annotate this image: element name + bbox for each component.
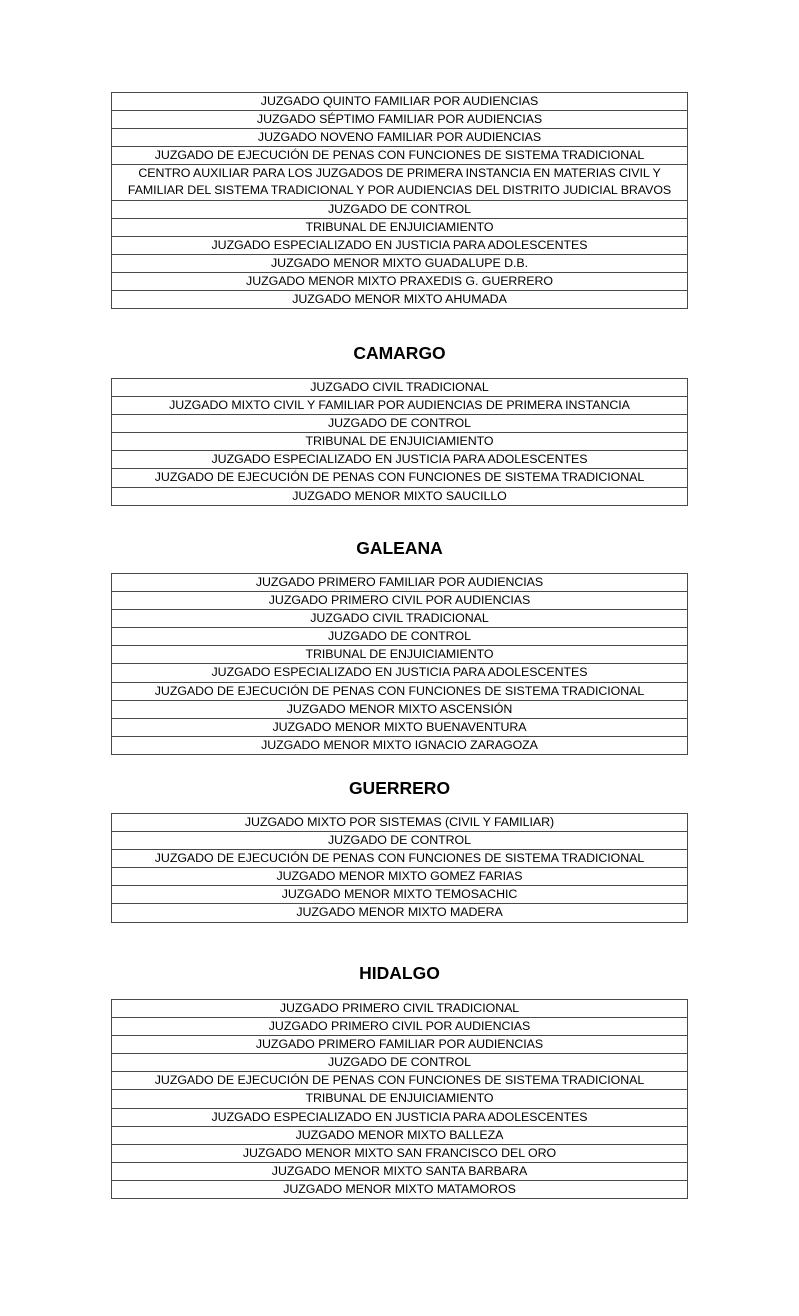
table-row <box>112 736 688 754</box>
section-heading-guerrero: GUERRERO <box>348 778 451 798</box>
court-name: JUZGADO DE EJECUCIÓN DE PENAS CON FUNCIONES DE SISTEMA TRADICIONAL <box>112 469 688 487</box>
court-name: JUZGADO ESPECIALIZADO EN JUSTICIA PARA ADOLESCENTES <box>112 664 688 682</box>
court-name: JUZGADO MENOR MIXTO TEMOSACHIC <box>112 886 688 904</box>
table-row <box>112 718 688 736</box>
table-row <box>112 218 688 236</box>
court-name: JUZGADO DE CONTROL <box>112 1054 688 1072</box>
table-row <box>112 886 688 904</box>
table-row <box>112 236 688 254</box>
table-row <box>112 814 688 832</box>
table-row <box>112 93 688 111</box>
table-row <box>112 165 688 200</box>
court-name: JUZGADO DE CONTROL <box>112 415 688 433</box>
court-name: JUZGADO PRIMERO FAMILIAR POR AUDIENCIAS <box>112 574 688 592</box>
court-name: JUZGADO DE CONTROL <box>112 832 688 850</box>
court-name: JUZGADO PRIMERO CIVIL TRADICIONAL <box>112 1000 688 1018</box>
table-row <box>112 610 688 628</box>
court-table-hidalgo <box>111 999 688 1199</box>
section-heading-galeana: GALEANA <box>356 538 443 558</box>
court-list <box>111 92 688 309</box>
table-row <box>112 574 688 592</box>
court-name: JUZGADO MENOR MIXTO BUENAVENTURA <box>112 718 688 736</box>
court-name: JUZGADO MIXTO CIVIL Y FAMILIAR POR AUDIENCIAS DE PRIMERA INSTANCIA <box>112 397 688 415</box>
table-row <box>112 1126 688 1144</box>
table-row <box>112 1054 688 1072</box>
table-row <box>112 1162 688 1180</box>
section-heading-camargo: CAMARGO <box>353 343 446 363</box>
court-name: JUZGADO SÉPTIMO FAMILIAR POR AUDIENCIAS <box>112 111 688 129</box>
table-row <box>112 200 688 218</box>
court-name: JUZGADO PRIMERO FAMILIAR POR AUDIENCIAS <box>112 1036 688 1054</box>
table-row <box>112 1108 688 1126</box>
table-row <box>112 111 688 129</box>
table-row <box>112 1090 688 1108</box>
court-name: JUZGADO QUINTO FAMILIAR POR AUDIENCIAS <box>112 93 688 111</box>
court-name: TRIBUNAL DE ENJUICIAMIENTO <box>112 433 688 451</box>
court-name: CENTRO AUXILIAR PARA LOS JUZGADOS DE PRIMERA INSTANCIA EN MATERIAS CIVIL Y FAMILIAR DEL SISTEMA TRADICIONAL Y POR AUDIENCIAS DEL DISTRITO JUDICIAL BRAVOS <box>112 165 688 200</box>
court-name: JUZGADO MENOR MIXTO PRAXEDIS G. GUERRERO <box>112 272 688 290</box>
court-name: JUZGADO DE EJECUCIÓN DE PENAS CON FUNCIONES DE SISTEMA TRADICIONAL <box>112 850 688 868</box>
court-name: JUZGADO MENOR MIXTO BALLEZA <box>112 1126 688 1144</box>
table-row <box>112 592 688 610</box>
court-name: JUZGADO ESPECIALIZADO EN JUSTICIA PARA ADOLESCENTES <box>112 451 688 469</box>
table-row <box>112 272 688 290</box>
table-row <box>112 1036 688 1054</box>
court-name: JUZGADO MENOR MIXTO MATAMOROS <box>112 1180 688 1198</box>
court-table-bravos-continued <box>111 92 688 309</box>
table-row <box>112 682 688 700</box>
court-list <box>111 999 688 1199</box>
court-list <box>111 813 688 923</box>
court-name: JUZGADO MIXTO POR SISTEMAS (CIVIL Y FAMILIAR) <box>112 814 688 832</box>
court-name: JUZGADO DE CONTROL <box>112 200 688 218</box>
table-row <box>112 664 688 682</box>
table-row <box>112 1000 688 1018</box>
table-row <box>112 1180 688 1198</box>
table-row <box>112 1144 688 1162</box>
court-name: JUZGADO MENOR MIXTO SANTA BARBARA <box>112 1162 688 1180</box>
table-row <box>112 415 688 433</box>
court-name: TRIBUNAL DE ENJUICIAMIENTO <box>112 1090 688 1108</box>
court-name: JUZGADO MENOR MIXTO GUADALUPE D.B. <box>112 254 688 272</box>
court-name: JUZGADO MENOR MIXTO AHUMADA <box>112 291 688 309</box>
court-name: JUZGADO ESPECIALIZADO EN JUSTICIA PARA ADOLESCENTES <box>112 1108 688 1126</box>
section-heading-hidalgo: HIDALGO <box>359 963 440 983</box>
court-name: JUZGADO PRIMERO CIVIL POR AUDIENCIAS <box>112 592 688 610</box>
court-name: JUZGADO MENOR MIXTO IGNACIO ZARAGOZA <box>112 736 688 754</box>
table-row <box>112 832 688 850</box>
table-row <box>112 628 688 646</box>
court-name: JUZGADO MENOR MIXTO GOMEZ FARIAS <box>112 868 688 886</box>
table-row <box>112 850 688 868</box>
table-row <box>112 451 688 469</box>
court-list <box>111 378 688 506</box>
table-row <box>112 397 688 415</box>
court-name: JUZGADO ESPECIALIZADO EN JUSTICIA PARA ADOLESCENTES <box>112 236 688 254</box>
court-name: JUZGADO MENOR MIXTO SAN FRANCISCO DEL ORO <box>112 1144 688 1162</box>
table-row <box>112 646 688 664</box>
court-name: JUZGADO DE EJECUCIÓN DE PENAS CON FUNCIONES DE SISTEMA TRADICIONAL <box>112 147 688 165</box>
court-name: TRIBUNAL DE ENJUICIAMIENTO <box>112 646 688 664</box>
court-name: JUZGADO PRIMERO CIVIL POR AUDIENCIAS <box>112 1018 688 1036</box>
court-table-camargo <box>111 378 688 506</box>
table-row <box>112 487 688 505</box>
court-name: JUZGADO DE EJECUCIÓN DE PENAS CON FUNCIONES DE SISTEMA TRADICIONAL <box>112 682 688 700</box>
table-row <box>112 904 688 922</box>
court-name: JUZGADO MENOR MIXTO MADERA <box>112 904 688 922</box>
table-row <box>112 254 688 272</box>
court-name: JUZGADO DE EJECUCIÓN DE PENAS CON FUNCIONES DE SISTEMA TRADICIONAL <box>112 1072 688 1090</box>
table-row <box>112 129 688 147</box>
court-name: JUZGADO MENOR MIXTO SAUCILLO <box>112 487 688 505</box>
court-name: TRIBUNAL DE ENJUICIAMIENTO <box>112 218 688 236</box>
table-row <box>112 1018 688 1036</box>
table-row <box>112 379 688 397</box>
table-row <box>112 469 688 487</box>
table-row <box>112 1072 688 1090</box>
table-row <box>112 868 688 886</box>
table-row <box>112 433 688 451</box>
table-row <box>112 147 688 165</box>
court-name: JUZGADO CIVIL TRADICIONAL <box>112 379 688 397</box>
court-name: JUZGADO MENOR MIXTO ASCENSIÓN <box>112 700 688 718</box>
court-name: JUZGADO NOVENO FAMILIAR POR AUDIENCIAS <box>112 129 688 147</box>
table-row <box>112 291 688 309</box>
court-table-galeana <box>111 573 688 755</box>
court-name: JUZGADO CIVIL TRADICIONAL <box>112 610 688 628</box>
court-list <box>111 573 688 755</box>
court-table-guerrero <box>111 813 688 923</box>
court-name: JUZGADO DE CONTROL <box>112 628 688 646</box>
table-row <box>112 700 688 718</box>
